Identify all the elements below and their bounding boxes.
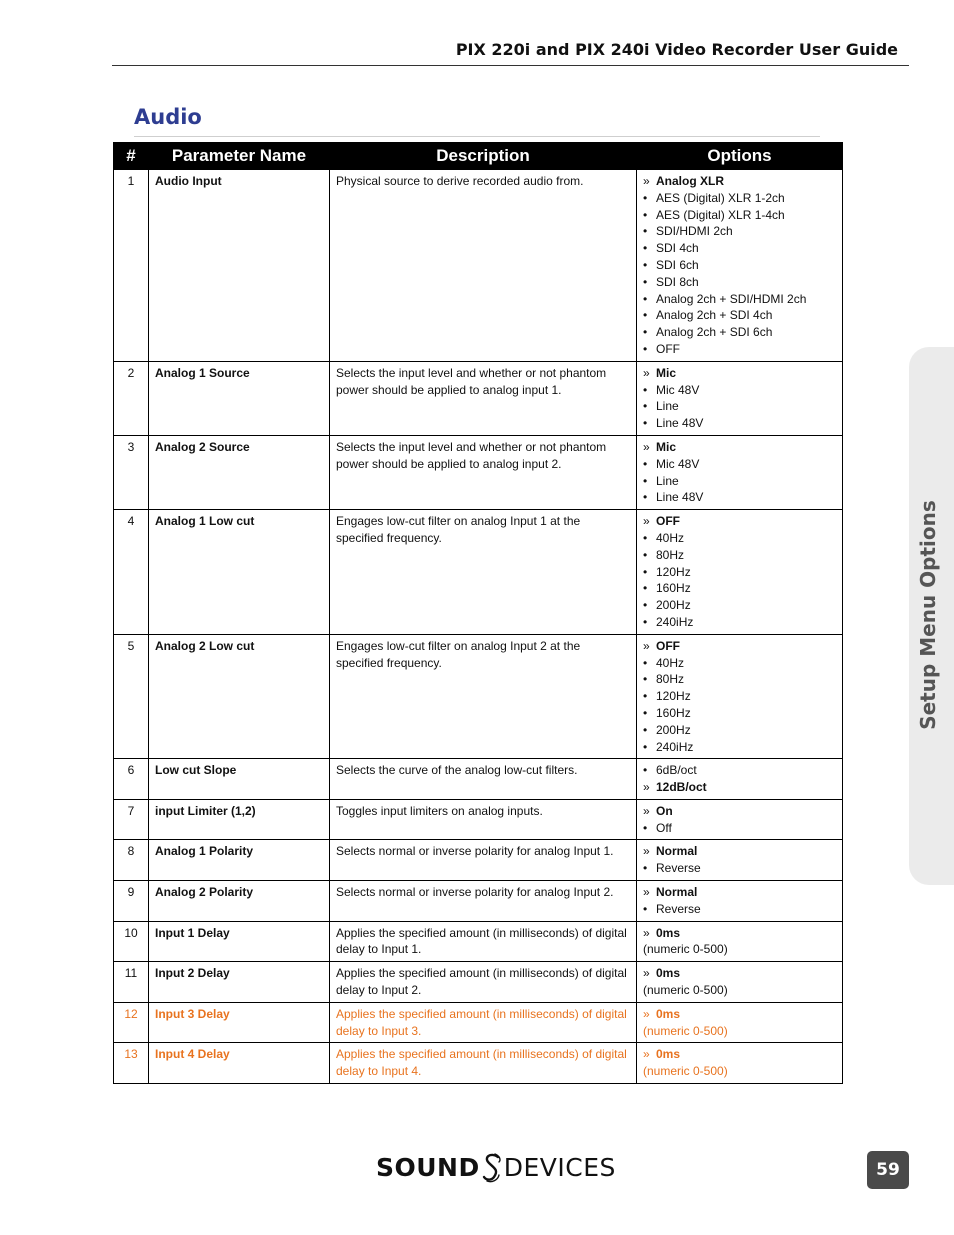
bullet-icon: •	[643, 399, 648, 414]
option-label: 160Hz	[656, 581, 691, 596]
default-option	[643, 439, 836, 456]
option-label: (numeric 0-500)	[643, 942, 728, 957]
row-number: 10	[114, 921, 149, 962]
bullet-icon: •	[643, 382, 648, 397]
option-item	[643, 223, 836, 240]
parameter-name: Analog 2 Low cut	[149, 634, 330, 759]
option-item	[643, 614, 836, 631]
parameter-options	[637, 840, 843, 881]
bullet-icon: •	[643, 547, 648, 562]
option-label: SDI/HDMI 2ch	[656, 224, 733, 239]
column-header-number: #	[114, 143, 149, 170]
option-label: SDI 8ch	[656, 274, 699, 289]
bullet-icon: •	[643, 224, 648, 239]
option-label: Line 48V	[656, 416, 704, 431]
parameter-name: Analog 2 Source	[149, 435, 330, 509]
parameter-options	[637, 799, 843, 840]
parameter-description: Selects the curve of the analog low-cut filters.	[330, 759, 637, 800]
bullet-icon: •	[643, 291, 648, 306]
option-label: Line	[656, 399, 679, 414]
option-label: Analog 2ch + SDI 6ch	[656, 325, 773, 340]
default-option	[643, 1046, 836, 1063]
section-title: Audio	[134, 105, 202, 129]
parameter-description: Selects normal or inverse polarity for analog Input 2.	[330, 881, 637, 922]
option-item	[643, 982, 836, 999]
option-label: 200Hz	[656, 722, 691, 737]
option-item	[643, 291, 836, 308]
default-marker-icon: »	[643, 1047, 650, 1062]
option-label: 120Hz	[656, 564, 691, 579]
default-marker-icon: »	[643, 803, 650, 818]
option-label: Normal	[656, 844, 698, 859]
option-item	[643, 688, 836, 705]
default-marker-icon: »	[643, 966, 650, 981]
option-label: SDI 6ch	[656, 257, 699, 272]
table-row	[114, 759, 843, 800]
default-option	[643, 803, 836, 820]
table-row	[114, 170, 843, 362]
bullet-icon: •	[643, 207, 648, 222]
parameter-name: Low cut Slope	[149, 759, 330, 800]
option-label: 0ms	[656, 966, 681, 981]
parameter-options	[637, 510, 843, 635]
option-label: 0ms	[656, 1047, 681, 1062]
bullet-icon: •	[643, 689, 648, 704]
table-row	[114, 1043, 843, 1084]
option-item	[643, 382, 836, 399]
option-label: AES (Digital) XLR 1-2ch	[656, 190, 785, 205]
option-label: 40Hz	[656, 530, 685, 545]
column-header-parameter-name: Parameter Name	[149, 143, 330, 170]
default-option	[643, 925, 836, 942]
option-label: Normal	[656, 885, 698, 900]
parameter-options	[637, 634, 843, 759]
parameter-description: Selects the input level and whether or not phantom power should be applied to analog input 2.	[330, 435, 637, 509]
bullet-icon: •	[643, 705, 648, 720]
bullet-icon: •	[643, 530, 648, 545]
option-label: OFF	[656, 341, 680, 356]
row-number: 6	[114, 759, 149, 800]
option-label: 160Hz	[656, 705, 691, 720]
default-option	[643, 638, 836, 655]
option-label: 240iHz	[656, 614, 694, 629]
option-label: Reverse	[656, 861, 701, 876]
row-number: 8	[114, 840, 149, 881]
table-header-row	[114, 143, 843, 170]
bullet-icon: •	[643, 257, 648, 272]
option-label: AES (Digital) XLR 1-4ch	[656, 207, 785, 222]
table-row	[114, 921, 843, 962]
option-label: 6dB/oct	[656, 763, 697, 778]
option-label: Analog XLR	[656, 174, 724, 188]
bullet-icon: •	[643, 581, 648, 596]
option-item	[643, 739, 836, 756]
parameter-name: Analog 2 Polarity	[149, 881, 330, 922]
option-label: OFF	[656, 514, 680, 529]
option-item	[643, 941, 836, 958]
parameter-options	[637, 962, 843, 1003]
option-label: Line	[656, 473, 679, 488]
parameter-options	[637, 759, 843, 800]
option-item	[643, 722, 836, 739]
parameter-description: Applies the specified amount (in milliseconds) of digital delay to Input 4.	[330, 1043, 637, 1084]
table-row	[114, 435, 843, 509]
table-row	[114, 361, 843, 435]
option-item	[643, 762, 836, 779]
parameter-description: Engages low-cut filter on analog Input 2 at the specified frequency.	[330, 634, 637, 759]
option-item	[643, 901, 836, 918]
option-label: SDI 4ch	[656, 241, 699, 256]
parameter-name: Input 2 Delay	[149, 962, 330, 1003]
parameter-options	[637, 1002, 843, 1043]
default-option	[643, 173, 836, 190]
default-option	[643, 884, 836, 901]
option-label: (numeric 0-500)	[643, 1064, 728, 1079]
default-option	[643, 1006, 836, 1023]
row-number: 7	[114, 799, 149, 840]
table-row	[114, 634, 843, 759]
option-label: (numeric 0-500)	[643, 1023, 728, 1038]
header-divider	[112, 65, 909, 66]
option-label: Off	[656, 820, 672, 835]
parameter-options	[637, 170, 843, 362]
sound-devices-logo	[376, 1152, 616, 1184]
parameter-name: Analog 1 Polarity	[149, 840, 330, 881]
option-item	[643, 564, 836, 581]
row-number: 11	[114, 962, 149, 1003]
option-item	[643, 415, 836, 432]
option-label: Analog 2ch + SDI 4ch	[656, 308, 773, 323]
row-number: 1	[114, 170, 149, 362]
default-marker-icon: »	[643, 1006, 650, 1021]
default-option	[643, 843, 836, 860]
option-label: 12dB/oct	[656, 780, 707, 795]
option-item	[643, 1063, 836, 1080]
option-item	[643, 820, 836, 837]
bullet-icon: •	[643, 341, 648, 356]
default-marker-icon: »	[643, 638, 650, 653]
row-number: 12	[114, 1002, 149, 1043]
bullet-icon: •	[643, 241, 648, 256]
parameter-options	[637, 435, 843, 509]
parameter-name: Audio Input	[149, 170, 330, 362]
parameter-name: input Limiter (1,2)	[149, 799, 330, 840]
logo-wordmark-bold: SOUND	[376, 1153, 480, 1182]
option-item	[643, 655, 836, 672]
bullet-icon: •	[643, 473, 648, 488]
page-number: 59	[867, 1151, 909, 1189]
default-option	[643, 365, 836, 382]
row-number: 9	[114, 881, 149, 922]
table-row	[114, 881, 843, 922]
parameter-name: Input 4 Delay	[149, 1043, 330, 1084]
option-item	[643, 580, 836, 597]
default-marker-icon: »	[643, 780, 650, 795]
row-number: 3	[114, 435, 149, 509]
bullet-icon: •	[643, 308, 648, 323]
option-label: 80Hz	[656, 547, 685, 562]
option-label: Reverse	[656, 901, 701, 916]
parameter-options	[637, 361, 843, 435]
logo-wordmark-light: DEVICES	[503, 1153, 616, 1182]
bullet-icon: •	[643, 901, 648, 916]
parameter-description: Applies the specified amount (in milliseconds) of digital delay to Input 1.	[330, 921, 637, 962]
option-label: 40Hz	[656, 655, 685, 670]
option-label: 80Hz	[656, 672, 685, 687]
option-item	[643, 860, 836, 877]
option-label: Mic	[656, 439, 677, 454]
audio-parameters-table	[113, 142, 843, 1084]
option-item	[643, 547, 836, 564]
option-item	[643, 1023, 836, 1040]
option-item	[643, 190, 836, 207]
bullet-icon: •	[643, 722, 648, 737]
row-number: 13	[114, 1043, 149, 1084]
bullet-icon: •	[643, 763, 648, 778]
table-row	[114, 1002, 843, 1043]
table-row	[114, 840, 843, 881]
parameter-description: Physical source to derive recorded audio from.	[330, 170, 637, 362]
option-label: 0ms	[656, 925, 681, 940]
default-marker-icon: »	[643, 514, 650, 529]
section-divider	[134, 136, 820, 137]
option-item	[643, 341, 836, 358]
parameter-name: Input 1 Delay	[149, 921, 330, 962]
bullet-icon: •	[643, 861, 648, 876]
option-label: 240iHz	[656, 739, 694, 754]
row-number: 2	[114, 361, 149, 435]
option-item	[643, 671, 836, 688]
default-marker-icon: »	[643, 885, 650, 900]
bullet-icon: •	[643, 325, 648, 340]
option-item	[643, 207, 836, 224]
parameter-description: Selects the input level and whether or not phantom power should be applied to analog input 1.	[330, 361, 637, 435]
default-marker-icon: »	[643, 174, 650, 188]
bullet-icon: •	[643, 820, 648, 835]
default-marker-icon: »	[643, 925, 650, 940]
parameter-options	[637, 921, 843, 962]
column-header-options: Options	[637, 143, 843, 170]
option-label: Mic 48V	[656, 382, 700, 397]
bullet-icon: •	[643, 190, 648, 205]
parameter-name: Analog 1 Low cut	[149, 510, 330, 635]
parameter-description: Selects normal or inverse polarity for analog Input 1.	[330, 840, 637, 881]
option-item	[643, 530, 836, 547]
option-label: 0ms	[656, 1006, 681, 1021]
parameter-description: Applies the specified amount (in milliseconds) of digital delay to Input 3.	[330, 1002, 637, 1043]
bullet-icon: •	[643, 598, 648, 613]
default-marker-icon: »	[643, 439, 650, 454]
default-option	[643, 513, 836, 530]
row-number: 4	[114, 510, 149, 635]
bullet-icon: •	[643, 416, 648, 431]
option-label: 120Hz	[656, 689, 691, 704]
option-label: Mic 48V	[656, 456, 700, 471]
option-item	[643, 307, 836, 324]
option-label: 200Hz	[656, 598, 691, 613]
column-header-description: Description	[330, 143, 637, 170]
option-label: Mic	[656, 365, 677, 380]
option-label: OFF	[656, 638, 680, 653]
option-item	[643, 274, 836, 291]
default-marker-icon: »	[643, 844, 650, 859]
table-row	[114, 799, 843, 840]
table-row	[114, 962, 843, 1003]
logo-swirl-icon	[481, 1152, 503, 1184]
option-item	[643, 473, 836, 490]
bullet-icon: •	[643, 564, 648, 579]
default-option	[643, 779, 836, 796]
option-item	[643, 324, 836, 341]
bullet-icon: •	[643, 614, 648, 629]
bullet-icon: •	[643, 490, 648, 505]
bullet-icon: •	[643, 739, 648, 754]
option-item	[643, 398, 836, 415]
option-item	[643, 489, 836, 506]
default-marker-icon: »	[643, 365, 650, 380]
option-item	[643, 705, 836, 722]
bullet-icon: •	[643, 672, 648, 687]
option-item	[643, 257, 836, 274]
option-item	[643, 597, 836, 614]
parameter-name: Analog 1 Source	[149, 361, 330, 435]
bullet-icon: •	[643, 655, 648, 670]
parameter-options	[637, 1043, 843, 1084]
document-title: PIX 220i and PIX 240i Video Recorder User Guide	[455, 40, 898, 59]
option-label: Analog 2ch + SDI/HDMI 2ch	[656, 291, 807, 306]
parameter-description: Applies the specified amount (in milliseconds) of digital delay to Input 2.	[330, 962, 637, 1003]
parameter-description: Engages low-cut filter on analog Input 1 at the specified frequency.	[330, 510, 637, 635]
option-label: (numeric 0-500)	[643, 983, 728, 998]
parameter-description: Toggles input limiters on analog inputs.	[330, 799, 637, 840]
default-option	[643, 965, 836, 982]
parameter-name: Input 3 Delay	[149, 1002, 330, 1043]
parameter-options	[637, 881, 843, 922]
option-item	[643, 240, 836, 257]
bullet-icon: •	[643, 274, 648, 289]
option-label: On	[656, 803, 673, 818]
bullet-icon: •	[643, 456, 648, 471]
option-item	[643, 456, 836, 473]
table-row	[114, 510, 843, 635]
side-tab-label: Setup Menu Options	[916, 500, 940, 730]
row-number: 5	[114, 634, 149, 759]
option-label: Line 48V	[656, 490, 704, 505]
